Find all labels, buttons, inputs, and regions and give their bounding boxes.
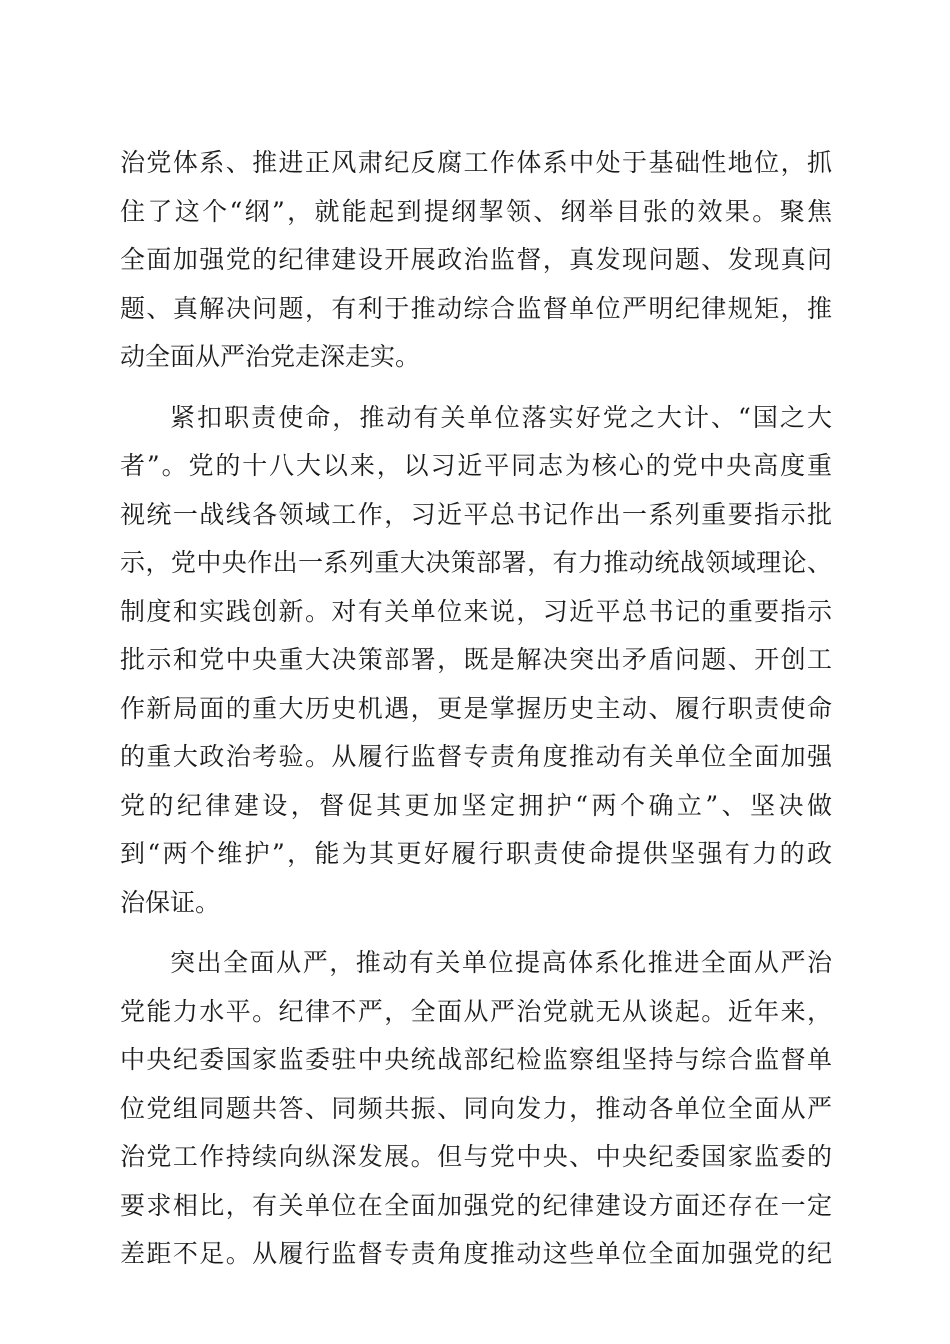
paragraph-3 [120,939,832,1279]
text-line: 视统一战线各领域工作，习近平总书记作出一系列重要指示批 [120,499,832,529]
text-line: 位党组同题共答、同频共振、同向发力，推动各单位全面从严 [120,1093,832,1123]
text-line: 的重大政治考验。从履行监督专责角度推动有关单位全面加强 [120,742,832,771]
paragraph-spacer [120,382,832,394]
text-line: 作新局面的重大历史机遇，更是掌握历史主动、履行职责使命 [120,693,832,723]
text-line: 示，党中央作出一系列重大决策部署，有力推动统战领域理论、 [120,548,832,577]
body-text [120,139,832,1279]
paragraph-spacer [120,927,832,939]
text-line: 突出全面从严，推动有关单位提高体系化推进全面从严治 [170,948,832,977]
text-line: 差距不足。从履行监督专责角度推动这些单位全面加强党的纪 [120,1239,832,1268]
text-line: 治保证。 [120,887,221,917]
paragraph-1 [120,139,832,382]
text-line: 中央纪委国家监委驻中央统战部纪检监察组坚持与综合监督单 [120,1045,832,1074]
text-line: 动全面从严治党走深走实。 [120,342,421,371]
text-line: 制度和实践创新。对有关单位来说，习近平总书记的重要指示 [120,596,832,626]
text-line: 紧扣职责使命，推动有关单位落实好党之大计、“国之大 [170,402,832,432]
paragraph-2 [120,394,832,928]
text-line: 住了这个“纲”，就能起到提纲挈领、纲举目张的效果。聚焦 [120,196,832,226]
text-line: 要求相比，有关单位在全面加强党的纪律建设方面还存在一定 [120,1190,832,1220]
text-line: 治党工作持续向纵深发展。但与党中央、中央纪委国家监委的 [120,1142,832,1171]
text-line: 到“两个维护”，能为其更好履行职责使命提供坚强有力的政 [120,839,832,868]
text-line: 治党体系、推进正风肃纪反腐工作体系中处于基础性地位，抓 [120,148,832,177]
text-line: 题、真解决问题，有利于推动综合监督单位严明纪律规矩，推 [120,293,832,323]
text-line: 党能力水平。纪律不严，全面从严治党就无从谈起。近年来， [120,996,832,1026]
text-line: 全面加强党的纪律建设开展政治监督，真发现问题、发现真问 [120,245,832,274]
text-line: 党的纪律建设，督促其更加坚定拥护“两个确立”、坚决做 [120,790,832,820]
text-line: 批示和党中央重大决策部署，既是解决突出矛盾问题、开创工 [120,645,832,674]
text-line: 者”。党的十八大以来，以习近平同志为核心的党中央高度重 [120,451,832,480]
